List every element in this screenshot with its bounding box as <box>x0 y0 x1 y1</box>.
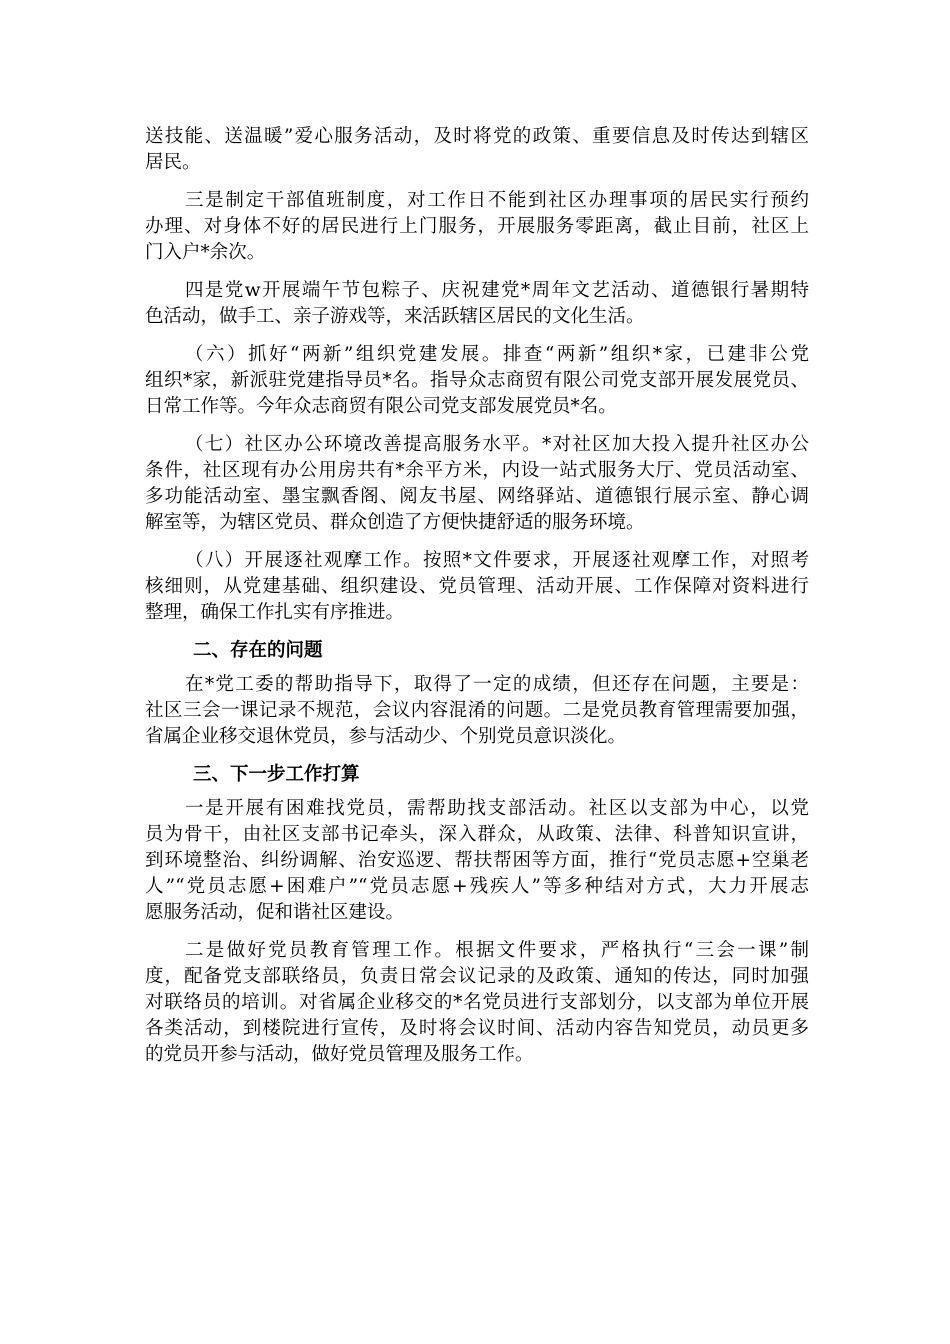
text-line: 社区三会一课记录不规范，会议内容混淆的问题。二是党员教育管理需要加强， <box>145 700 809 721</box>
text-line: 居民。 <box>145 152 201 173</box>
text-line: （七）社区办公环境改善提高服务水平。*对社区加大投入提升社区办公 <box>185 434 809 455</box>
text-line: 愿服务活动，促和谐社区建设。 <box>145 902 405 923</box>
text-line: （八）开展逐社观摩工作。按照*文件要求，开展逐社观摩工作，对照考 <box>185 550 809 571</box>
text-line: 到环境整治、纠纷调解、治安巡逻、帮扶帮困等方面，推行“党员志愿+空巢老 <box>145 850 809 871</box>
text-line: 一是开展有困难找党员，需帮助找支部活动。社区以支部为中心，以党 <box>185 798 809 819</box>
text-line: 门入户*余次。 <box>145 242 266 263</box>
paragraph <box>145 342 809 420</box>
text-line: 对联络员的培训。对省属企业移交的*名党员进行支部划分，以支部为单位开展 <box>145 992 809 1013</box>
text-line: 二是做好党员教育管理工作。根据文件要求，严格执行“三会一课”制 <box>185 940 809 961</box>
text-line: 色活动，做手工、亲子游戏等，来活跃辖区居民的文化生活。 <box>145 306 645 327</box>
section-heading: 二、存在的问题 <box>193 640 323 661</box>
text-line: 度，配备党支部联络员，负责日常会议记录的及政策、通知的传达，同时加强 <box>145 966 809 987</box>
paragraph <box>145 796 809 926</box>
text-line: 在*党工委的帮助指导下，取得了一定的成绩，但还存在问题，主要是： <box>185 674 809 695</box>
document-page <box>145 124 809 1080</box>
paragraph <box>145 188 809 266</box>
text-line: 多功能活动室、墨宝飘香阁、阅友书屋、网络驿站、道德银行展示室、静心调 <box>145 486 809 507</box>
text-line: 日常工作等。今年众志商贸有限公司党支部发展党员*名。 <box>145 396 617 417</box>
text-line: 员为骨干，由社区支部书记牵头，深入群众，从政策、法律、科普知识宣讲， <box>145 824 809 845</box>
paragraph <box>145 432 809 536</box>
text-line: 条件，社区现有办公用房共有*余平方米，内设一站式服务大厅、党员活动室、 <box>145 460 809 481</box>
section-heading: 三、下一步工作打算 <box>193 764 360 785</box>
text-line: 整理，确保工作扎实有序推进。 <box>145 602 405 623</box>
text-line: 组织*家，新派驻党建指导员*名。指导众志商贸有限公司党支部开展发展党员、 <box>145 370 809 391</box>
text-line: 三是制定干部值班制度，对工作日不能到社区办理事项的居民实行预约 <box>185 190 809 211</box>
text-line: 送技能、送温暖”爱心服务活动，及时将党的政策、重要信息及时传达到辖区 <box>145 126 809 147</box>
paragraph <box>145 672 809 750</box>
text-line: 四是党w开展端午节包粽子、庆祝建党*周年文艺活动、道德银行暑期特 <box>185 280 809 301</box>
text-line: 人”“党员志愿+困难户”“党员志愿+残疾人”等多种结对方式，大力开展志 <box>145 876 809 897</box>
text-line: 核细则，从党建基础、组织建设、党员管理、活动开展、工作保障对资料进行 <box>145 576 809 597</box>
paragraph <box>145 124 809 176</box>
text-line: （六）抓好“两新”组织党建发展。排查“两新”组织*家，已建非公党 <box>185 344 809 365</box>
paragraph <box>145 938 809 1068</box>
text-line: 省属企业移交退休党员，参与活动少、个别党员意识淡化。 <box>145 726 627 747</box>
text-line: 解室等，为辖区党员、群众创造了方便快捷舒适的服务环境。 <box>145 512 645 533</box>
text-line: 各类活动，到楼院进行宣传，及时将会议时间、活动内容告知党员，动员更多 <box>145 1018 809 1039</box>
text-line: 办理、对身体不好的居民进行上门服务，开展服务零距离，截止目前，社区上 <box>145 216 809 237</box>
text-line: 的党员开参与活动，做好党员管理及服务工作。 <box>145 1044 534 1065</box>
paragraph <box>145 548 809 626</box>
paragraph <box>145 278 809 330</box>
